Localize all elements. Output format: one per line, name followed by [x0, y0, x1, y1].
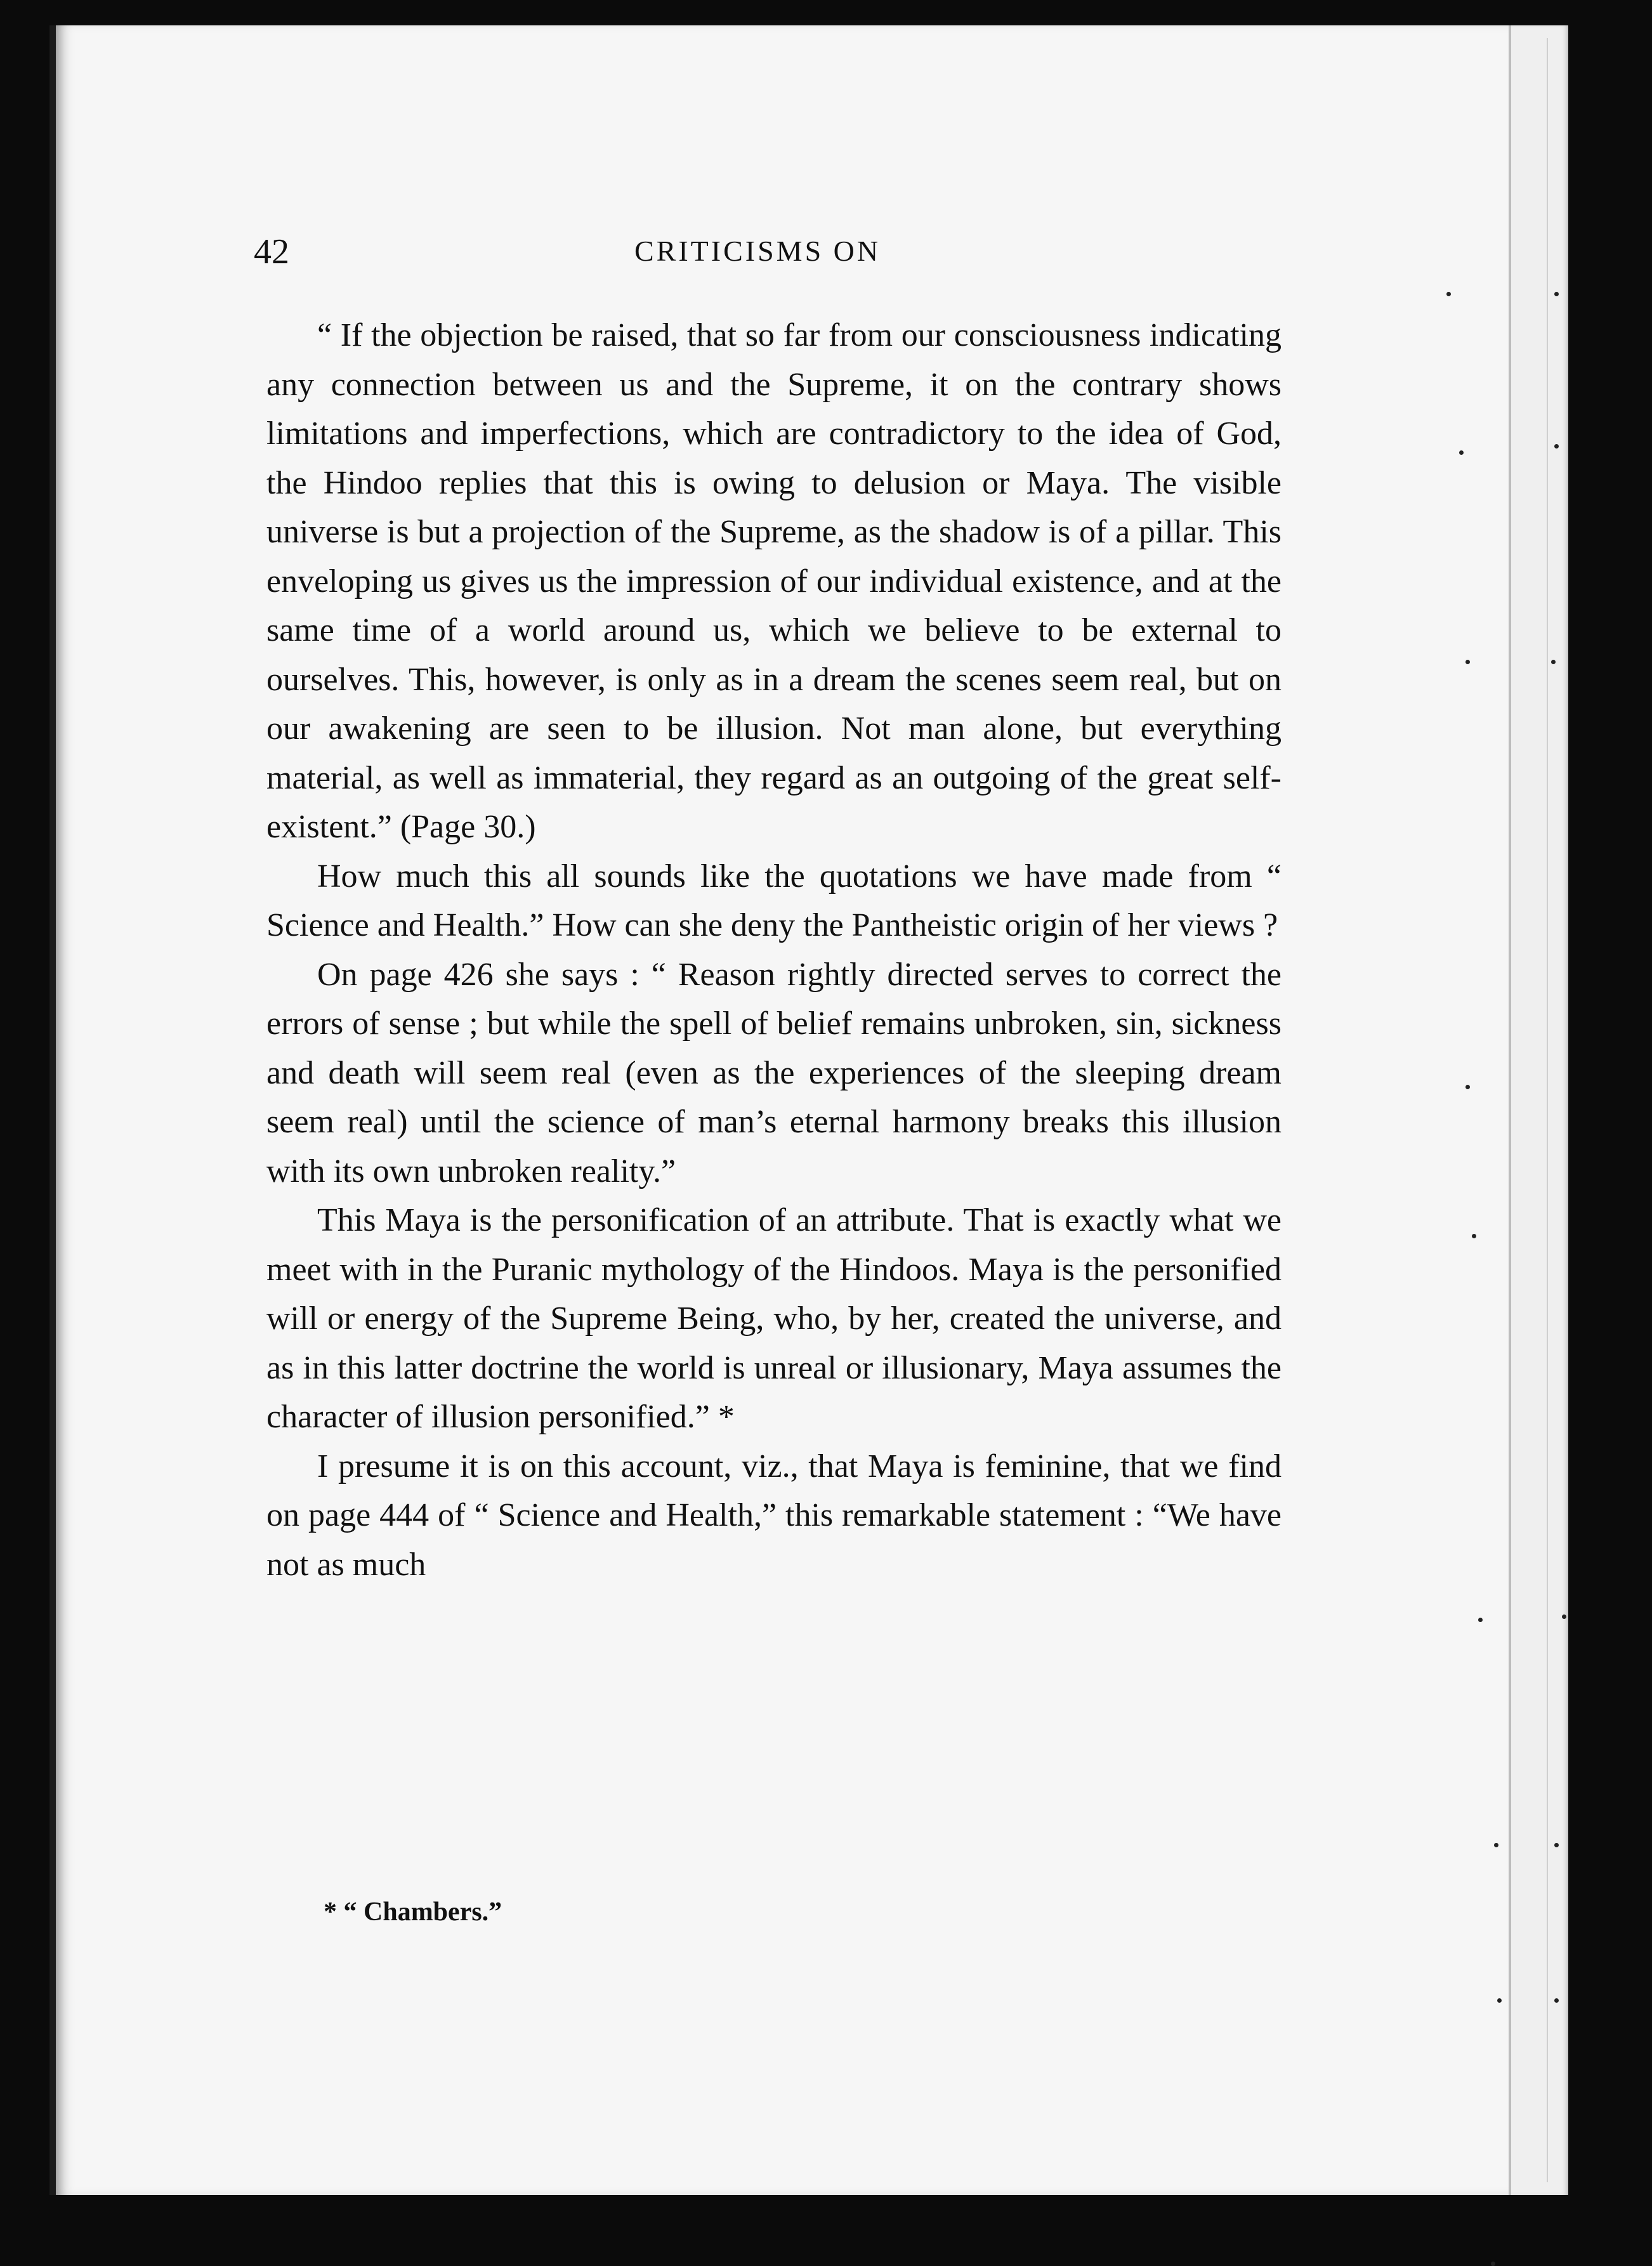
facing-page-edge: [1509, 25, 1568, 2195]
paragraph-2: How much this all sounds like the quotations we have made from “ Science and Health.” How can she deny the Pantheistic origin of her views ?: [266, 858, 1282, 943]
paragraph-3: On page 426 she says : “ Reason rightly directed serves to correct the errors of sense ; but while the spell of belief remains unbroken, sin, sickness and death will seem real (even as the experiences of the sleeping dream seem real) until the science of man’s eternal harmony breaks this illusion with its own unbroken reality.”: [266, 956, 1282, 1189]
footnote: * “ Chambers.”: [324, 1897, 502, 1927]
paragraph-5: I presume it is on this account, viz., that Maya is feminine, that we find on page 444 of “ Science and Health,” this remarkable statement : “We have not as much: [266, 1448, 1282, 1583]
scan-speck: [1478, 1618, 1483, 1622]
page-number: 42: [254, 232, 289, 272]
running-title: CRITICISMS ON: [634, 235, 881, 267]
scan-speck: [1494, 1843, 1498, 1847]
paragraph-1: “ If the objection be raised, that so far from our consciousness indicating any connection between us and the Supreme, it on the contrary shows limitations and imperfections, which are contradictory to the idea of God, the Hindoo replies that this is owing to delusion or Maya. The visible universe is but a projection of the Supreme, as the shadow is of a pillar. This enveloping us gives us the impression of our individual existence, and at the same time of a world around us, which we believe to be external to ourselves. This, however, is only as in a dream the scenes seem real, but on our awakening are seen to be illusion. Not man alone, but everything material, as well as immaterial, they regard as an outgoing of the great self-existent.” (Page 30.): [266, 317, 1282, 845]
scan-speck: [1465, 660, 1470, 664]
scan-speck: [1554, 292, 1559, 296]
scan-speck: [1465, 1085, 1470, 1089]
page-edge-rule: [1547, 38, 1548, 2182]
scan-speck: [1459, 450, 1464, 455]
scan-speck: [1497, 1998, 1502, 2003]
scan-speck: [1562, 1614, 1566, 1619]
paragraph-4: This Maya is the personification of an attribute. That is exactly what we meet with in the Puranic mythology of the Hindoos. Maya is the personified will or energy of the Supreme Being, who, by her, created the universe, and as in this latter doctrine the world is unreal or illusionary, Maya assumes the character of illusion personified.” *: [266, 1202, 1282, 1435]
scan-speck: [1551, 660, 1556, 664]
scan-speck: [1554, 1998, 1559, 2003]
scan-speck: [1446, 292, 1451, 296]
scan-speck: [1472, 1234, 1476, 1238]
body-text: [266, 311, 1282, 1589]
scan-speck: [1554, 1843, 1559, 1847]
scan-speck: [1491, 2262, 1495, 2266]
scan-speck: [1554, 444, 1559, 449]
running-head: [254, 232, 1294, 276]
